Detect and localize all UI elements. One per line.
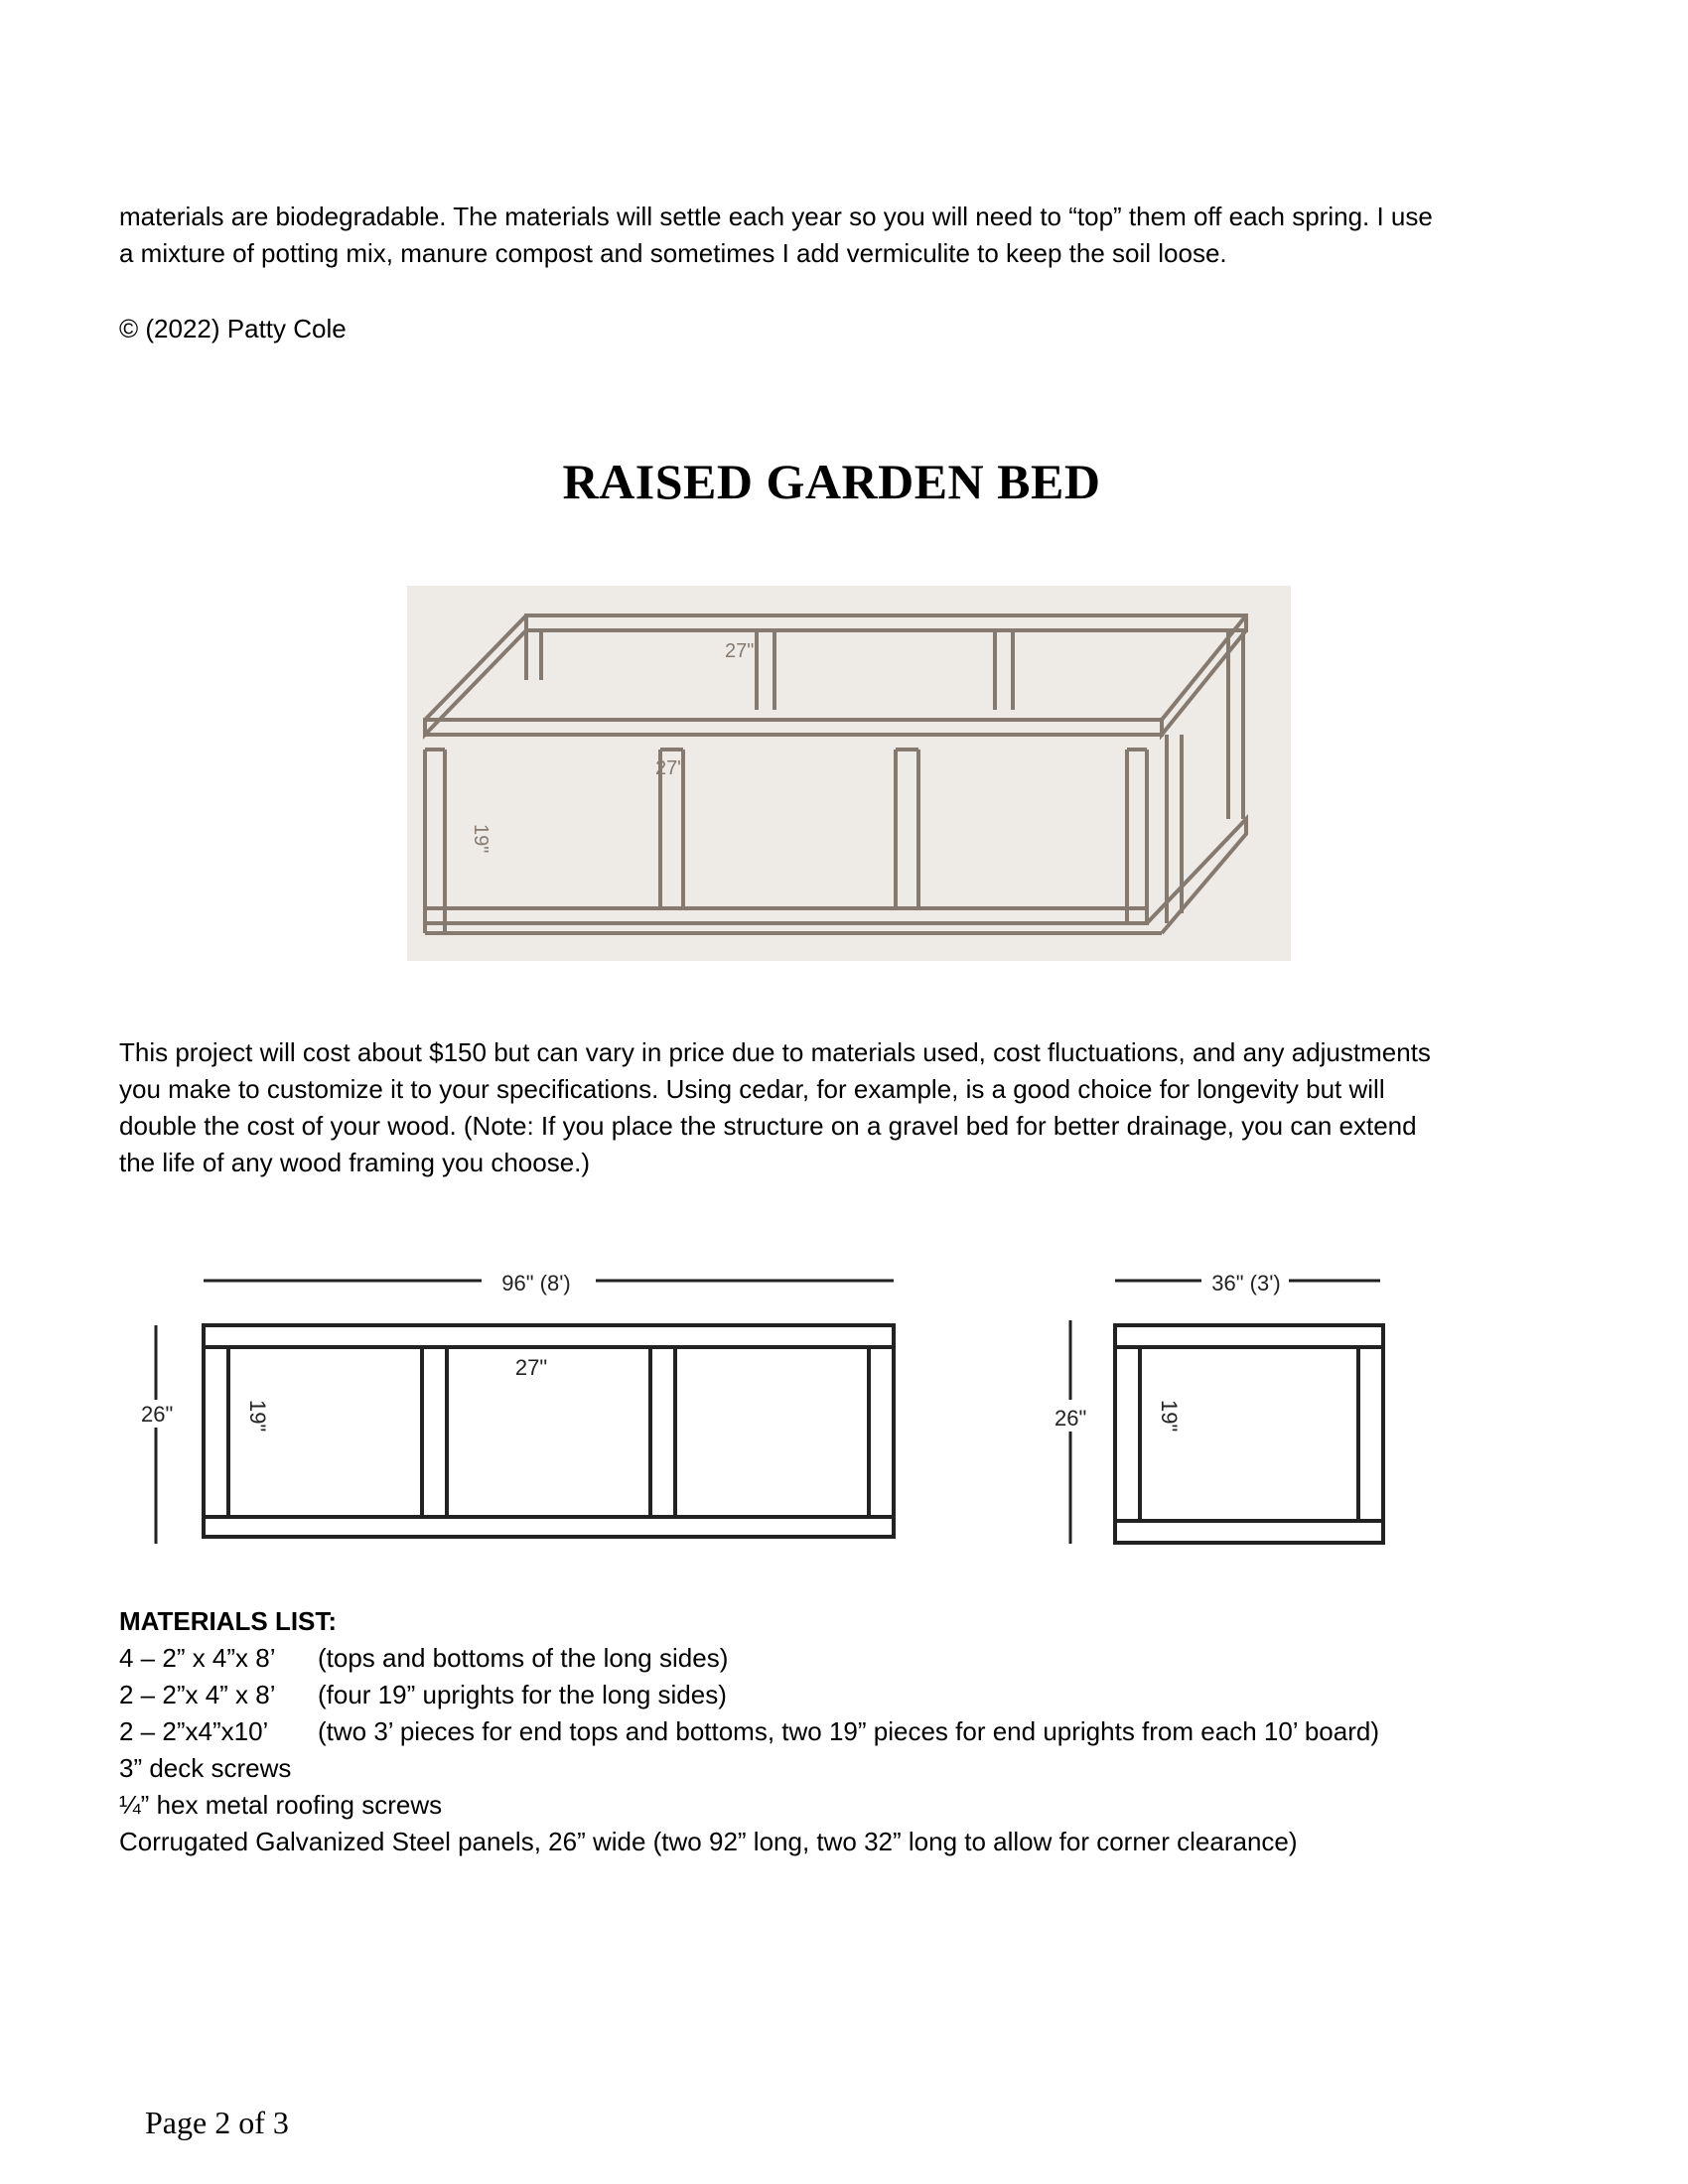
bottom-rail (204, 1517, 894, 1537)
raised-bed-perspective-diagram (407, 586, 1291, 961)
upright-left (1115, 1347, 1140, 1521)
upright-left (204, 1347, 228, 1517)
upright-mid-right (650, 1347, 675, 1517)
intro-paragraph (119, 199, 1569, 272)
intro-line: materials are biodegradable. The materials will settle each year so you will need to “top” them off each spring. I use (119, 202, 1433, 231)
upright-right (1358, 1347, 1383, 1521)
page-number: Page 2 of 3 (145, 2105, 289, 2140)
materials-extra-line: Corrugated Galvanized Steel panels, 26” wide (two 92” long, two 32” long to allow for corner clearance) (119, 1827, 1298, 1856)
top-rail (204, 1325, 894, 1347)
front-width-label: 27" (655, 757, 685, 779)
materials-item-desc: (four 19” uprights for the long sides) (318, 1680, 727, 1709)
cost-line: This project will cost about $150 but can vary in price due to materials used, cost fluctuations, and any adjustments (119, 1037, 1431, 1067)
height-label: 26" (1055, 1406, 1087, 1431)
materials-item-qty: 2 – 2”x 4” x 8’ (119, 1680, 276, 1709)
materials-heading: MATERIALS LIST: (119, 1606, 338, 1636)
front-elevation-diagram (139, 1261, 923, 1559)
copyright-notice: © (2022) Patty Cole (119, 314, 347, 343)
materials-item-qty: 4 – 2” x 4”x 8’ (119, 1643, 276, 1673)
materials-item (119, 1640, 1379, 1677)
materials-item-desc: (two 3’ pieces for end tops and bottoms, two 19” pieces for end uprights from each 10’ board) (318, 1716, 1379, 1746)
height-label: 26" (141, 1402, 174, 1427)
materials-item-qty: 2 – 2”x4”x10’ (119, 1716, 269, 1746)
cost-paragraph (119, 1034, 1569, 1181)
page-title: RAISED GARDEN BED (562, 454, 1101, 509)
materials-item (119, 1677, 1379, 1713)
materials-extra-line: 3” deck screws (119, 1753, 292, 1783)
upright-label: 19" (1157, 1400, 1182, 1433)
height-label: 19" (470, 824, 492, 854)
upright-right (869, 1347, 894, 1517)
side-frame (1070, 1281, 1383, 1544)
cost-line: you make to customize it to your specifications. Using cedar, for example, is a good choice for longevity but will (119, 1074, 1385, 1104)
section-label: 27" (514, 1355, 548, 1380)
materials-item-desc: (tops and bottoms of the long sides) (318, 1643, 729, 1673)
upright-label: 19" (245, 1400, 270, 1433)
intro-line: a mixture of potting mix, manure compost and sometimes I add vermiculite to keep the soil loose. (119, 238, 1227, 268)
width-label: 36" (3') (1211, 1271, 1281, 1296)
upright-mid-left (422, 1347, 447, 1517)
bottom-rail (1115, 1521, 1383, 1543)
materials-list (119, 1603, 1379, 1860)
back-width-label: 27" (725, 640, 755, 662)
length-label: 96" (8') (501, 1271, 571, 1296)
side-elevation-diagram (1053, 1261, 1410, 1559)
top-rail (1115, 1325, 1383, 1347)
cost-line: the life of any wood framing you choose.) (119, 1148, 591, 1177)
cost-line: double the cost of your wood. (Note: If you place the structure on a gravel bed for better drainage, you can extend (119, 1111, 1417, 1141)
materials-extra-line: ¼” hex metal roofing screws (119, 1790, 443, 1820)
materials-item (119, 1713, 1379, 1750)
